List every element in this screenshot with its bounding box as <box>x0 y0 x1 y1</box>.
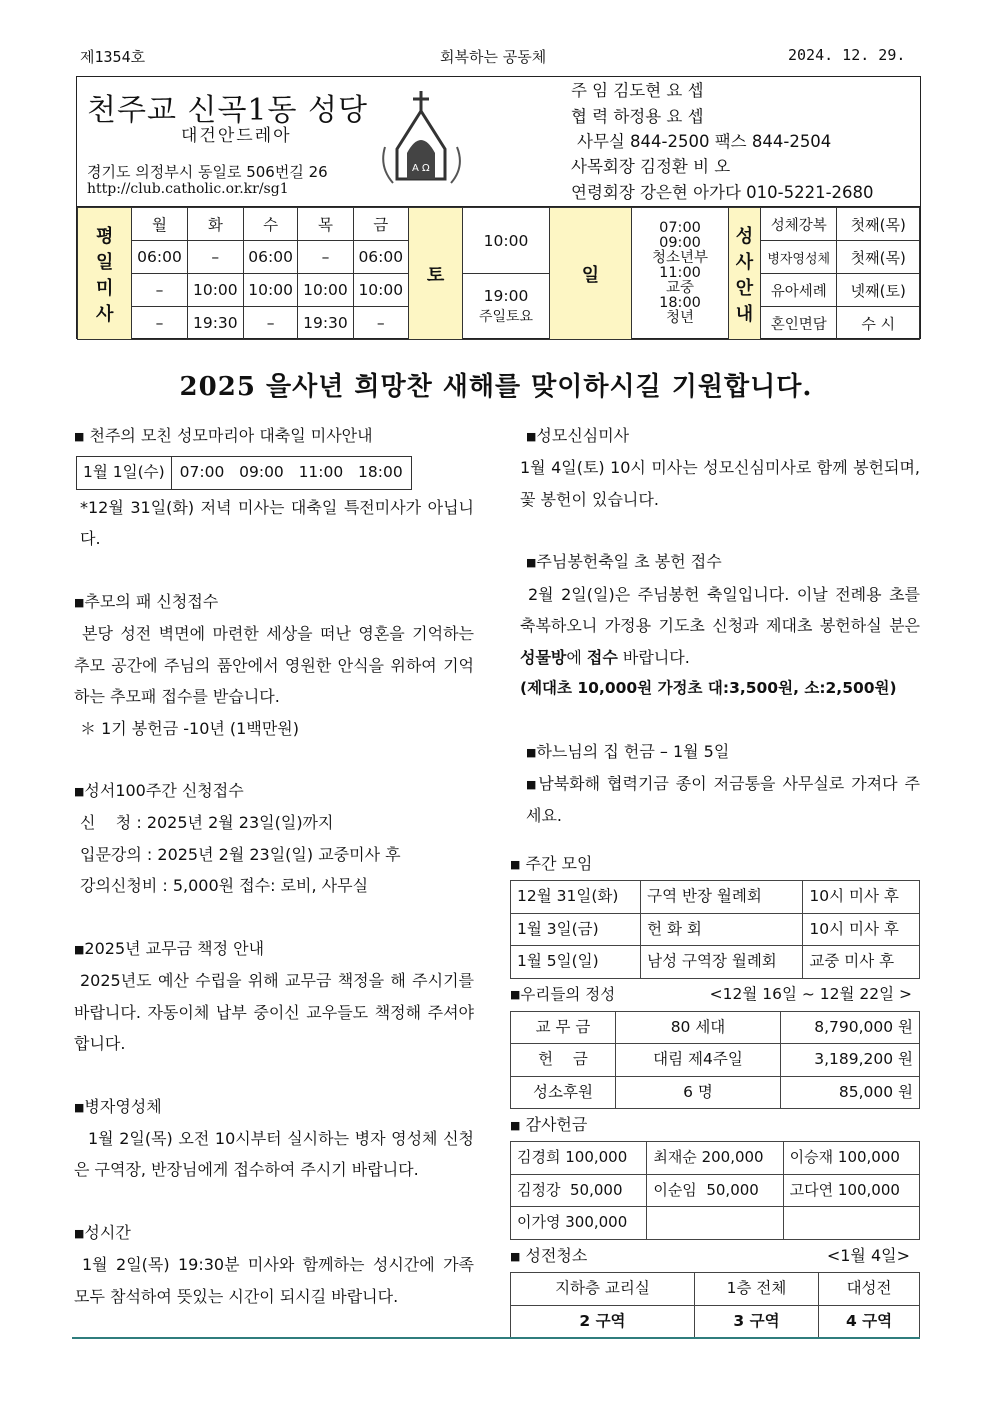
day-thu: 목 <box>298 208 353 241</box>
mass-time: – <box>243 307 297 340</box>
sat-time-2: 19:00 주일토요 <box>463 274 550 340</box>
meetings-table <box>510 880 920 979</box>
bible-line: 입문강의 : 2025년 2월 23일(일) 교중미사 후 <box>80 844 401 864</box>
guide-item: 병자영성체 <box>760 241 836 274</box>
bible-line: 신 청 : 2025년 2월 23일(일)까지 <box>80 813 334 833</box>
day-wed: 수 <box>243 208 297 241</box>
cleaning-table <box>510 1272 920 1338</box>
mass-time: 06:00 <box>132 241 187 274</box>
table-row: 1월 5일(일) 남성 구역장 월례회 교중 미사 후 <box>511 946 920 979</box>
guide-value: 수 시 <box>837 307 920 340</box>
table-row: 1월 3일(금) 헌 화 회 10시 미사 후 <box>511 913 920 946</box>
mass-time: 10:00 <box>353 274 408 307</box>
sacrament-guide-label: 성 사 안 내 <box>728 208 760 340</box>
new-year-banner: 2025 을사년 희망찬 새해를 맞이하시길 기원합니다. <box>179 372 813 402</box>
mass-time: 10:00 <box>187 274 243 307</box>
feast-times: 07:00 09:00 11:00 18:00 <box>179 463 403 482</box>
mass-time: 19:30 <box>187 307 243 340</box>
issue-date: 2024. 12. 29. <box>788 46 906 64</box>
mass-time: 06:00 <box>353 241 408 274</box>
staff-funeral: 연령회장 강은현 아가다 010-5221-2680 <box>571 183 874 202</box>
piggybank-notice: ■남북화해 협력기금 종이 저금통을 사무실로 가져다 주세요. <box>526 773 920 825</box>
day-fri: 금 <box>353 208 408 241</box>
table-row: 2 구역 3 구역 4 구역 <box>511 1305 920 1338</box>
sunday-times: 07:00 09:00 청소년부 11:00 교중 18:00 청년 <box>632 208 729 340</box>
sunday-label: 일 <box>549 208 631 340</box>
table-row: 성소후원 6 명 85,000 원 <box>511 1076 920 1109</box>
offering-header: ■우리들의 정성 <12월 16일 ~ 12월 22일 > <box>510 984 912 1003</box>
address: 경기도 의정부시 동일로 506번길 26 <box>87 163 328 181</box>
sat-time-1: 10:00 <box>463 208 550 274</box>
mass-time: 10:00 <box>243 274 297 307</box>
memorial-note: ＊ 1기 봉헌금 -10년 (1백만원) <box>80 718 299 738</box>
section-title: ■ 감사헌금 <box>510 1115 588 1134</box>
offering-table <box>510 1011 920 1110</box>
guide-item: 성체강복 <box>760 208 836 241</box>
right-column <box>520 420 920 832</box>
guide-item: 혼인면담 <box>760 307 836 340</box>
candle-body: 2월 2일(일)은 주님봉헌 축일입니다. 이날 전례용 초를 축복하오니 가정용 기도초 신청과 제대초 봉헌하실 분은 성물방에 접수 바랍니다. <box>520 584 920 667</box>
holy-hour-body: 1월 2일(목) 19:30분 미사와 함께하는 성시간에 가족 모두 참석하여 뜻있는 시간이 되시길 바랍니다. <box>74 1255 474 1306</box>
section-title: ■주님봉헌축일 초 봉헌 접수 <box>526 552 722 572</box>
guide-value: 넷째(토) <box>837 274 920 307</box>
section-title: ■추모의 패 신청접수 <box>74 591 219 611</box>
cleaning-header: ■ 성전청소 <1월 4일> <box>510 1245 910 1265</box>
section-title: ■성서100주간 신청접수 <box>74 781 244 800</box>
mass-time: – <box>132 307 187 340</box>
website-link[interactable]: http://club.catholic.or.kr/sg1 <box>87 181 289 197</box>
motto: 회복하는 공동체 <box>440 48 547 66</box>
guide-value: 첫째(목) <box>837 208 920 241</box>
dues-body: 2025년도 예산 수립을 위해 교무금 책정을 해 주시기를 바랍니다. 자동이체 납부 중이신 교우들도 책정해 주셔야 합니다. <box>74 971 474 1053</box>
guide-value: 첫째(목) <box>837 241 920 274</box>
staff-assistant: 협 력 하정용 요 셉 <box>571 107 704 126</box>
table-row: 김정강 50,000 이순임 50,000 고다연 100,000 <box>511 1174 920 1207</box>
staff-council: 사목회장 김정환 비 오 <box>571 157 731 176</box>
guide-item: 유아세례 <box>760 274 836 307</box>
table-row: 교 무 금 80 세대 8,790,000 원 <box>511 1011 920 1044</box>
svg-text:A Ω: A Ω <box>412 163 430 174</box>
section-title: ■병자영성체 <box>74 1096 162 1116</box>
candle-price: (제대초 10,000원 가정초 대:3,500원, 소:2,500원) <box>520 679 897 697</box>
mass-time: – <box>353 307 408 340</box>
day-tue: 화 <box>187 208 243 241</box>
section-title: ■성모신심미사 <box>526 426 630 445</box>
feast-mass-table <box>76 456 412 490</box>
parish-name: 천주교 신곡1동 성당 <box>87 93 368 128</box>
feast-note: *12월 31일(화) 저녁 미사는 대축일 특전미사가 아닙니다. <box>80 497 474 549</box>
table-row: 12월 31일(화) 구역 반장 월례회 10시 미사 후 <box>511 881 920 914</box>
footer-divider <box>72 1337 920 1339</box>
left-column <box>74 420 474 1312</box>
mass-schedule <box>77 206 920 339</box>
day-mon: 월 <box>132 208 187 241</box>
feast-date: 1월 1일(수) <box>77 457 172 490</box>
weekly-meetings <box>510 848 920 1338</box>
section-title: ■하느님의 집 헌금 – 1월 5일 <box>526 741 730 761</box>
marian-mass-body: 1월 4일(토) 10시 미사는 성모신심미사로 함께 봉헌되며, 꽃 봉헌이 있습니다. <box>520 458 920 509</box>
mass-time: 06:00 <box>243 241 297 274</box>
patron-name: 대건안드레아 <box>181 126 292 146</box>
sick-communion-body: 1월 2일(목) 오전 10시부터 실시하는 병자 영성체 신청은 구역장, 반장님에게 접수하여 주시기 바랍니다. <box>74 1128 474 1180</box>
mass-time: – <box>298 241 353 274</box>
section-title: ■성시간 <box>74 1222 131 1242</box>
saturday-label: 토 <box>408 208 462 340</box>
issue-number: 제1354호 <box>80 48 146 66</box>
weekday-mass-label: 평 일 미 사 <box>78 208 132 340</box>
staff-pastor: 주 임 김도현 요 셉 <box>571 81 704 100</box>
section-title: ■2025년 교무금 책정 안내 <box>74 938 265 958</box>
header-box <box>76 76 921 339</box>
table-row: 김경희 100,000 최재순 200,000 이승재 100,000 <box>511 1142 920 1175</box>
bible-line: 강의신청비 : 5,000원 접수: 로비, 사무실 <box>80 876 369 896</box>
table-row: 지하층 교리실 1층 전체 대성전 <box>511 1273 920 1306</box>
section-title: ■ 주간 모임 <box>510 854 593 873</box>
mass-time: 10:00 <box>298 274 353 307</box>
church-logo-icon <box>379 87 469 187</box>
mass-time: – <box>132 274 187 307</box>
mass-time: 19:30 <box>298 307 353 340</box>
memorial-body: 본당 성전 벽면에 마련한 세상을 떠난 영혼을 기억하는 추모 공간에 주님의 품안에서 영원한 안식을 위하여 기억하는 추모패 접수를 받습니다. <box>74 624 474 706</box>
table-row: 헌 금 대림 제4주일 3,189,200 원 <box>511 1044 920 1077</box>
thanks-table <box>510 1141 920 1240</box>
table-row: 이가영 300,000 <box>511 1207 920 1240</box>
staff-office: 사무실 844-2500 팩스 844-2504 <box>577 132 832 151</box>
mass-time: – <box>187 241 243 274</box>
section-title: ■ 천주의 모친 성모마리아 대축일 미사안내 <box>74 426 373 445</box>
